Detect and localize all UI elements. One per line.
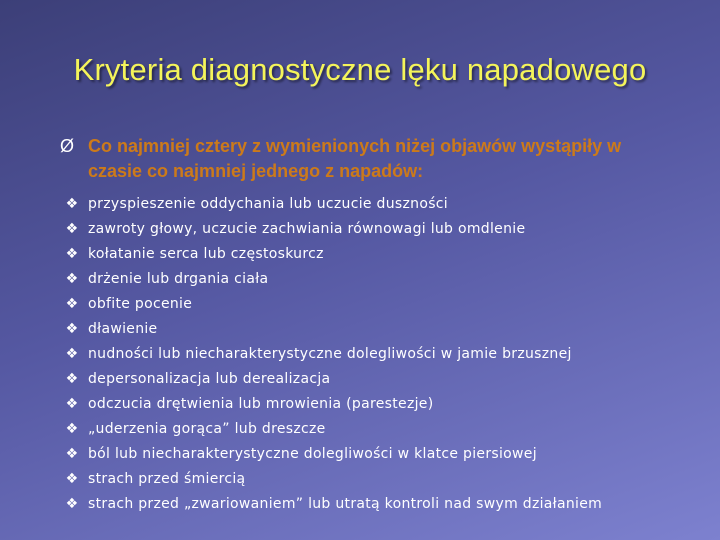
list-item — [64, 293, 704, 318]
list-item-text: dławienie — [88, 321, 158, 337]
diamond-bullet-icon: ❖ — [65, 246, 79, 262]
lead-paragraph — [60, 134, 680, 184]
list-item — [64, 318, 704, 343]
list-item — [64, 368, 704, 393]
list-item-text: zawroty głowy, uczucie zachwiania równowagi lub omdlenie — [88, 221, 526, 237]
list-item — [64, 468, 704, 493]
diamond-bullet-icon: ❖ — [65, 496, 79, 512]
list-item — [64, 343, 704, 368]
list-item — [64, 268, 704, 293]
list-item — [64, 243, 704, 268]
list-item-text: strach przed „zwariowaniem” lub utratą kontroli nad swym działaniem — [88, 496, 603, 512]
list-item-text: przyspieszenie oddychania lub uczucie duszności — [88, 196, 448, 212]
list-item-text: depersonalizacja lub derealizacja — [88, 371, 331, 387]
list-item — [64, 443, 704, 468]
list-item — [64, 418, 704, 443]
arrow-bullet-icon: Ø — [60, 136, 75, 156]
list-item-text: nudności lub niecharakterystyczne dolegliwości w jamie brzusznej — [88, 346, 572, 362]
list-item — [64, 493, 704, 518]
slide-title: Kryteria diagnostyczne lęku napadowego — [73, 52, 647, 87]
list-item-text: odczucia drętwienia lub mrowienia (parestezje) — [88, 396, 434, 412]
list-item-text: „uderzenia gorąca” lub dreszcze — [88, 421, 326, 437]
diamond-bullet-icon: ❖ — [65, 371, 79, 387]
list-item — [64, 218, 704, 243]
list-item-text: drżenie lub drgania ciała — [88, 271, 269, 287]
list-item-text: obfite pocenie — [88, 296, 193, 312]
list-item-text: kołatanie serca lub częstoskurcz — [88, 246, 324, 262]
diamond-bullet-icon: ❖ — [65, 346, 79, 362]
list-item — [64, 193, 704, 218]
list-item-text: strach przed śmiercią — [88, 471, 246, 487]
list-item — [64, 393, 704, 418]
diamond-bullet-icon: ❖ — [65, 421, 79, 437]
diamond-bullet-icon: ❖ — [65, 396, 79, 412]
list-item-text: ból lub niecharakterystyczne dolegliwości w klatce piersiowej — [88, 446, 537, 462]
lead-text: Co najmniej cztery z wymienionych niżej objawów wystąpiły w czasie co najmniej jednego z napadów: — [88, 136, 622, 181]
diamond-bullet-icon: ❖ — [65, 271, 79, 287]
diamond-bullet-icon: ❖ — [65, 446, 79, 462]
diamond-bullet-icon: ❖ — [65, 321, 79, 337]
diamond-bullet-icon: ❖ — [65, 221, 79, 237]
symptom-list — [64, 193, 704, 518]
diamond-bullet-icon: ❖ — [65, 471, 79, 487]
diamond-bullet-icon: ❖ — [65, 196, 79, 212]
diamond-bullet-icon: ❖ — [65, 296, 79, 312]
